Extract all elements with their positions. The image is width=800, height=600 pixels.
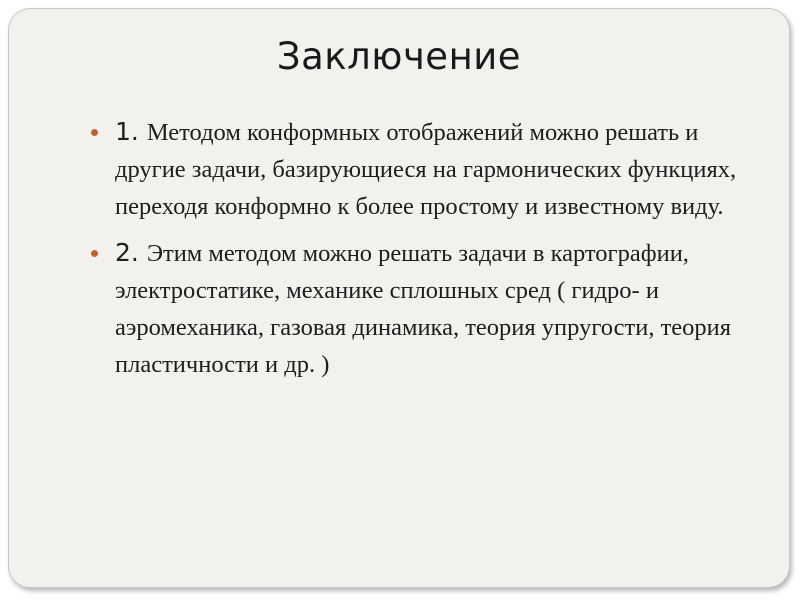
bullet-text: Методом конформных отображений можно решать и другие задачи, базирующиеся на гармонических функциях, переходя конформно к более простому и известному виду.	[115, 119, 737, 220]
bullet-dot-icon	[91, 129, 98, 136]
bullet-item-2	[91, 234, 741, 383]
bullet-text: Этим методом можно решать задачи в картографии, электростатике, механике сплошных сред ( гидро- и аэромеханика, газовая динамика, теория упругости, теория пластичности и др. )	[115, 240, 732, 378]
slide-title: Заключение	[276, 35, 522, 78]
bullet-number: 1.	[115, 117, 147, 146]
bullet-number: 2.	[115, 238, 147, 267]
bullet-dot-icon	[91, 250, 98, 257]
slide	[8, 8, 790, 588]
bullet-list	[91, 113, 741, 392]
bullet-item-1	[91, 113, 741, 225]
